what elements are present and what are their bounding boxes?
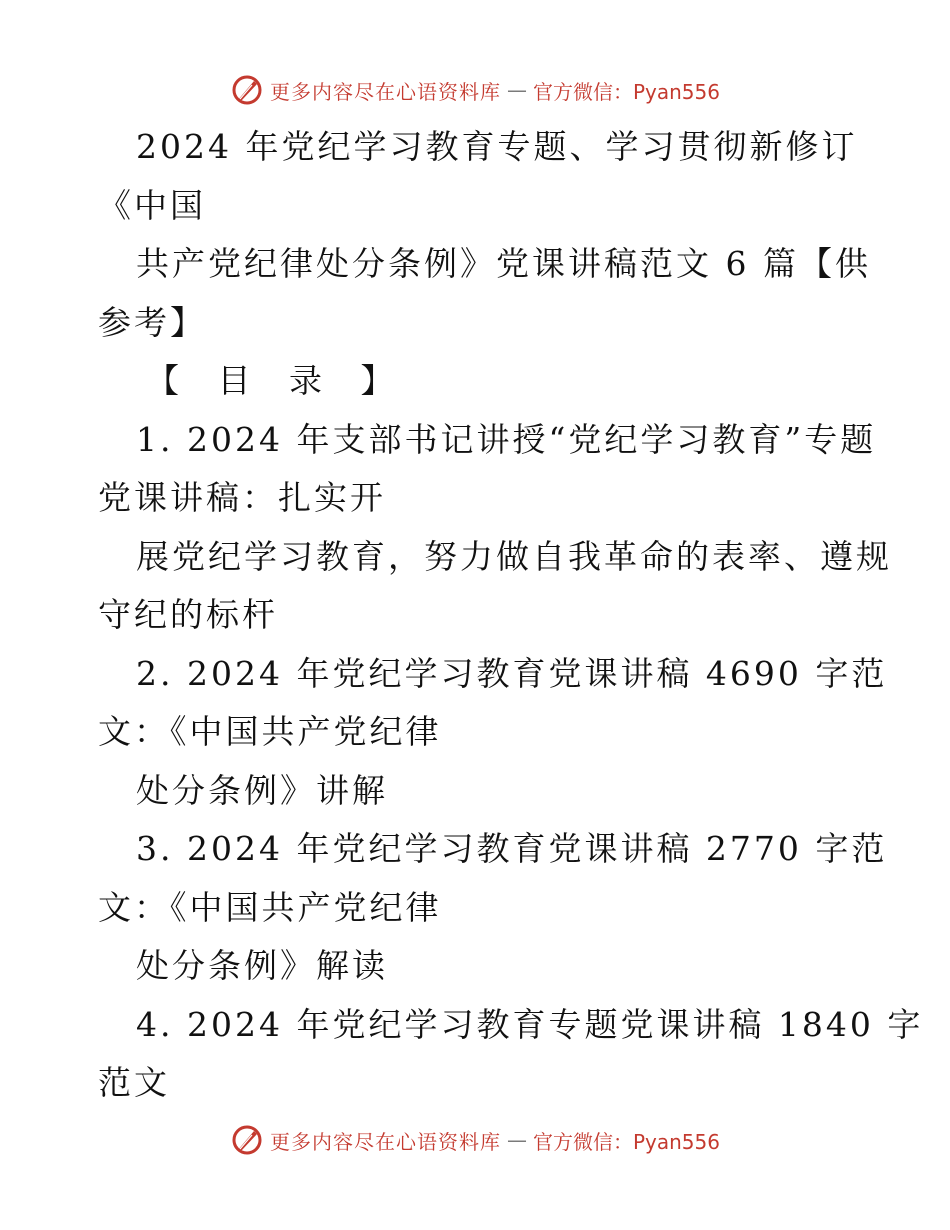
toc-line: 党课讲稿：扎实开 [98,478,386,517]
toc-line: 范文 [98,1063,170,1102]
watermark-separator: — [506,78,527,102]
toc-line: 展党纪学习教育，努力做自我革命的表率、遵规 [136,536,892,576]
document-body [98,118,924,1113]
toc-line: 守纪的标杆 [98,595,278,634]
title-line: 参考】 [98,302,206,342]
watermark-site-text: 更多内容尽在心语资料库 [269,79,501,104]
toc-line: 4. 2024 年党纪学习教育专题党课讲稿 1840 字 [136,1004,924,1044]
watermark-header [0,70,950,110]
watermark-wechat-text: 官方微信：Pyan556 [532,79,720,104]
toc-line: 处分条例》解读 [136,946,388,985]
feather-pen-circle-logo-icon [230,1123,264,1157]
toc-heading: 【 目 录 】 [146,361,408,400]
toc-line: 2. 2024 年党纪学习教育党课讲稿 4690 字范 [136,653,888,693]
toc-line: 处分条例》讲解 [136,770,388,810]
toc-line: 文：《中国共产党纪律 [98,712,442,751]
watermark-wechat-text: 官方微信：Pyan556 [532,1129,720,1154]
toc-line: 1. 2024 年支部书记讲授“党纪学习教育”专题 [136,419,877,459]
watermark-site-text: 更多内容尽在心语资料库 [269,1129,501,1154]
title-line: 2024 年党纪学习教育专题、学习贯彻新修订 [136,127,858,166]
title-line: 共产党纪律处分条例》党课讲稿范文 6 篇【供 [136,244,871,283]
toc-line: 3. 2024 年党纪学习教育党课讲稿 2770 字范 [136,829,888,868]
watermark-footer [0,1120,950,1160]
watermark-separator: — [506,1128,527,1152]
title-line: 《中国 [98,185,206,225]
feather-pen-circle-logo-icon [230,73,264,107]
toc-line: 文：《中国共产党纪律 [98,887,442,927]
